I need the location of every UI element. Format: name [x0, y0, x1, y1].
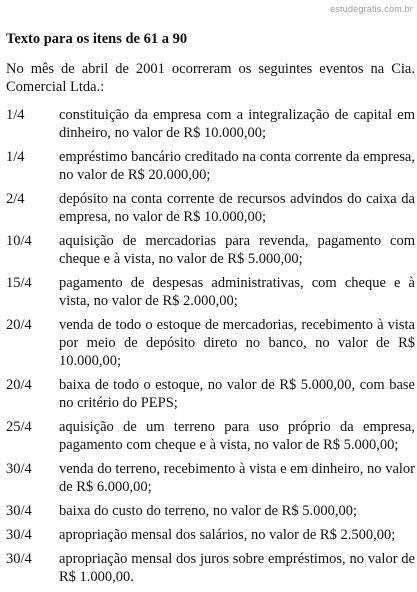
event-date: 1/4	[6, 149, 25, 165]
event-description: aquisição de mercadorias para revenda, pagamento com cheque e à vista, no valor de R$ 5.000,00;	[59, 233, 415, 267]
section-heading: Texto para os itens de 61 a 90	[6, 31, 188, 47]
event-description: baixa do custo do terreno, no valor de R$ 5.000,00;	[59, 503, 357, 519]
document-page	[6, 30, 415, 592]
event-entry	[6, 106, 415, 142]
event-description: aquisição de um terreno para uso próprio da empresa, pagamento com cheque e à vista, no valor de R$ 5.000,00;	[59, 419, 415, 453]
event-entry	[6, 148, 415, 184]
event-description: apropriação mensal dos salários, no valor de R$ 2.500,00;	[59, 527, 396, 543]
event-date: 30/4	[6, 503, 32, 519]
event-description: depósito na conta corrente de recursos advindos do caixa da empresa, no valor de R$ 10.000,00;	[59, 191, 415, 225]
event-description: venda do terreno, recebimento à vista e em dinheiro, no valor de R$ 6.000,00;	[59, 461, 415, 495]
event-description: constituição da empresa com a integralização de capital em dinheiro, no valor de R$ 10.000,00;	[59, 107, 415, 141]
event-date: 30/4	[6, 461, 32, 477]
event-description: venda de todo o estoque de mercadorias, recebimento à vista por meio de depósito direto no banco, no valor de R$ 10.000,00;	[59, 317, 415, 369]
event-description: baixa de todo o estoque, no valor de R$ 5.000,00, com base no critério do PEPS;	[59, 377, 415, 411]
event-entry	[6, 316, 415, 370]
event-date: 20/4	[6, 317, 32, 333]
event-entry	[6, 418, 415, 454]
event-date: 1/4	[6, 107, 25, 123]
event-date: 20/4	[6, 377, 32, 393]
event-entry	[6, 460, 415, 496]
event-entry	[6, 190, 415, 226]
event-entry	[6, 274, 415, 310]
event-date: 10/4	[6, 233, 32, 249]
event-entry	[6, 526, 415, 544]
event-entry	[6, 550, 415, 586]
event-description: empréstimo bancário creditado na conta corrente da empresa, no valor de R$ 20.000,00;	[59, 149, 415, 183]
event-date: 30/4	[6, 527, 32, 543]
event-date: 25/4	[6, 419, 32, 435]
intro-paragraph: No mês de abril de 2001 ocorreram os seguintes eventos na Cia. Comercial Ltda.:	[6, 61, 415, 95]
event-description: pagamento de despesas administrativas, com cheque e à vista, no valor de R$ 2.000,00;	[59, 275, 415, 309]
event-entry	[6, 376, 415, 412]
event-list	[6, 106, 415, 586]
event-entry	[6, 502, 415, 520]
event-date: 30/4	[6, 551, 32, 567]
event-description: apropriação mensal dos juros sobre empréstimos, no valor de R$ 1.000,00.	[59, 551, 415, 585]
event-date: 15/4	[6, 275, 32, 291]
event-date: 2/4	[6, 191, 25, 207]
site-watermark: estudegratis.com.br	[330, 4, 413, 14]
event-entry	[6, 232, 415, 268]
